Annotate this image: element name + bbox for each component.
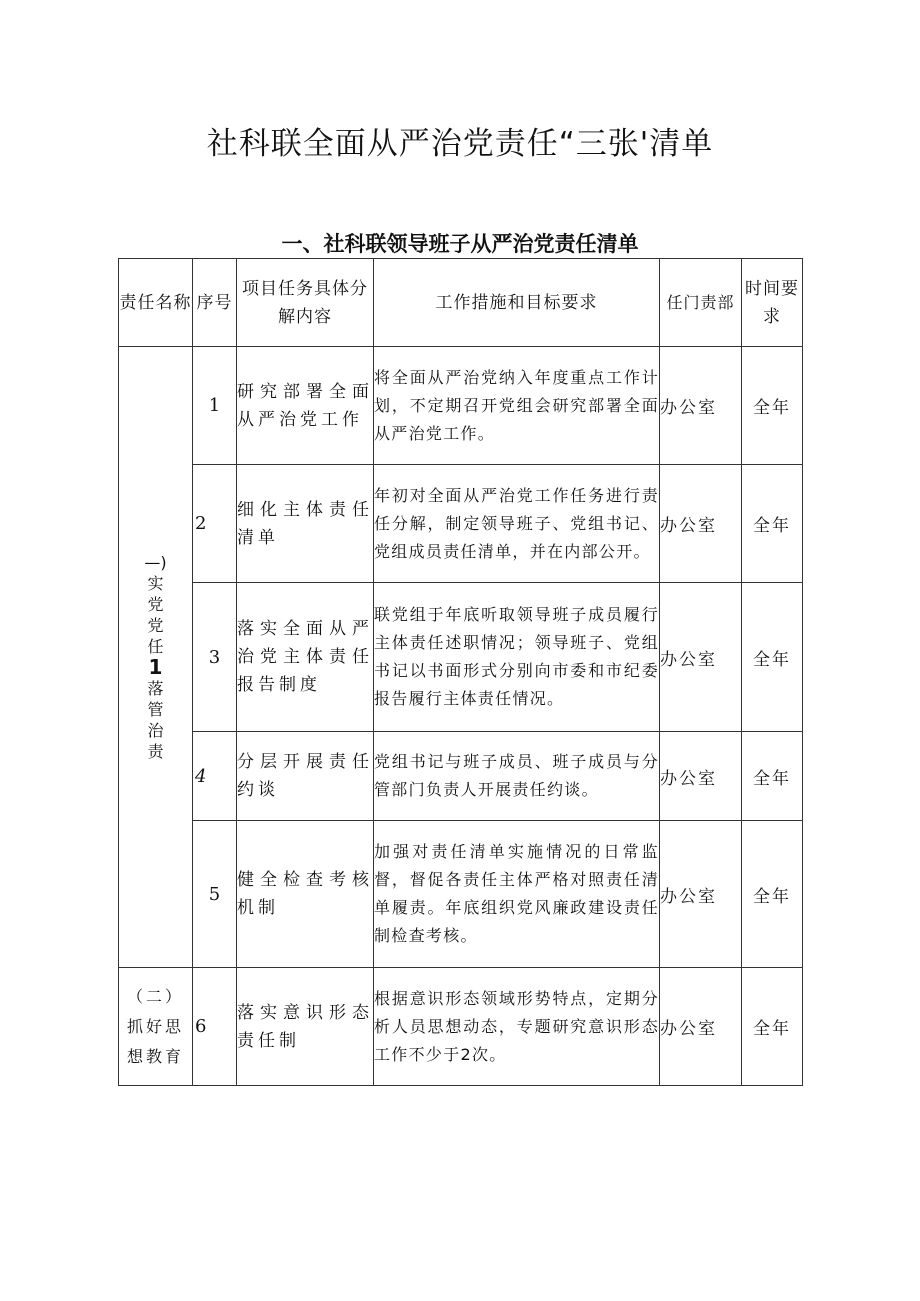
responsibility-table bbox=[118, 258, 803, 1086]
category-char: 任 bbox=[147, 637, 164, 656]
table-header-row bbox=[119, 259, 803, 347]
category-cell-1 bbox=[119, 347, 193, 968]
category-cell-2: （二）抓好思想教育 bbox=[119, 968, 193, 1086]
row-time: 全年 bbox=[742, 347, 803, 465]
header-department: 任门责部 bbox=[660, 259, 742, 347]
category-char: 党 bbox=[147, 616, 164, 635]
table-row bbox=[119, 968, 803, 1086]
category-char: 责 bbox=[147, 742, 164, 761]
section-title: 一、社科联领导班子从严治党责任清单 bbox=[281, 232, 639, 256]
category-char: 管 bbox=[147, 700, 164, 719]
row-department: 办公室 bbox=[660, 732, 742, 821]
header-task: 项目任务具体分解内容 bbox=[237, 259, 374, 347]
table-row bbox=[119, 583, 803, 732]
row-sequence: 3 bbox=[193, 583, 237, 732]
row-measure: 将全面从严治党纳入年度重点工作计划，不定期召开党组会研究部署全面从严治党工作。 bbox=[374, 347, 660, 465]
row-time: 全年 bbox=[742, 821, 803, 968]
row-measure: 年初对全面从严治党工作任务进行责任分解，制定领导班子、党组书记、党组成员责任清单，并在内部公开。 bbox=[374, 465, 660, 583]
category-char: 党 bbox=[147, 595, 164, 614]
row-task: 细化主体责任清单 bbox=[237, 465, 374, 583]
header-sequence: 序号 bbox=[193, 259, 237, 347]
row-task: 落实全面从严治党主体责任报告制度 bbox=[237, 583, 374, 732]
row-department: 办公室 bbox=[660, 583, 742, 732]
row-task: 研究部署全面从严治党工作 bbox=[237, 347, 374, 465]
category-char: —) bbox=[144, 553, 167, 572]
category-char: 落 bbox=[147, 679, 164, 698]
row-task: 落实意识形态责任制 bbox=[237, 968, 374, 1086]
header-measures: 工作措施和目标要求 bbox=[374, 259, 660, 347]
table-row bbox=[119, 347, 803, 465]
row-measure: 根据意识形态领域形势特点，定期分析人员思想动态，专题研究意识形态工作不少于2次。 bbox=[374, 968, 660, 1086]
row-department: 办公室 bbox=[660, 968, 742, 1086]
category-char: 治 bbox=[147, 721, 164, 740]
table-row bbox=[119, 465, 803, 583]
row-sequence: 5 bbox=[193, 821, 237, 968]
row-measure: 党组书记与班子成员、班子成员与分管部门负责人开展责任约谈。 bbox=[374, 732, 660, 821]
row-sequence: 4 bbox=[193, 732, 237, 821]
row-sequence: 6 bbox=[193, 968, 237, 1086]
row-task: 健全检查考核机制 bbox=[237, 821, 374, 968]
row-department: 办公室 bbox=[660, 465, 742, 583]
category-char: 1 bbox=[148, 655, 163, 679]
row-time: 全年 bbox=[742, 732, 803, 821]
row-measure: 加强对责任清单实施情况的日常监督，督促各责任主体严格对照责任清单履责。年底组织党风廉政建设责任制检查考核。 bbox=[374, 821, 660, 968]
row-task: 分层开展责任约谈 bbox=[237, 732, 374, 821]
row-sequence: 2 bbox=[193, 465, 237, 583]
row-time: 全年 bbox=[742, 583, 803, 732]
row-department: 办公室 bbox=[660, 347, 742, 465]
row-time: 全年 bbox=[742, 968, 803, 1086]
row-time: 全年 bbox=[742, 465, 803, 583]
document-title: 社科联全面从严治党责任“三张'清单 bbox=[206, 126, 714, 162]
row-department: 办公室 bbox=[660, 821, 742, 968]
header-responsibility-name: 责任名称 bbox=[119, 259, 193, 347]
header-time: 时间要求 bbox=[742, 259, 803, 347]
category-char: 实 bbox=[147, 574, 164, 593]
row-measure: 联党组于年底听取领导班子成员履行主体责任述职情况；领导班子、党组书记以书面形式分别向市委和市纪委报告履行主体责任情况。 bbox=[374, 583, 660, 732]
row-sequence: 1 bbox=[193, 347, 237, 465]
table-row bbox=[119, 732, 803, 821]
table-row bbox=[119, 821, 803, 968]
